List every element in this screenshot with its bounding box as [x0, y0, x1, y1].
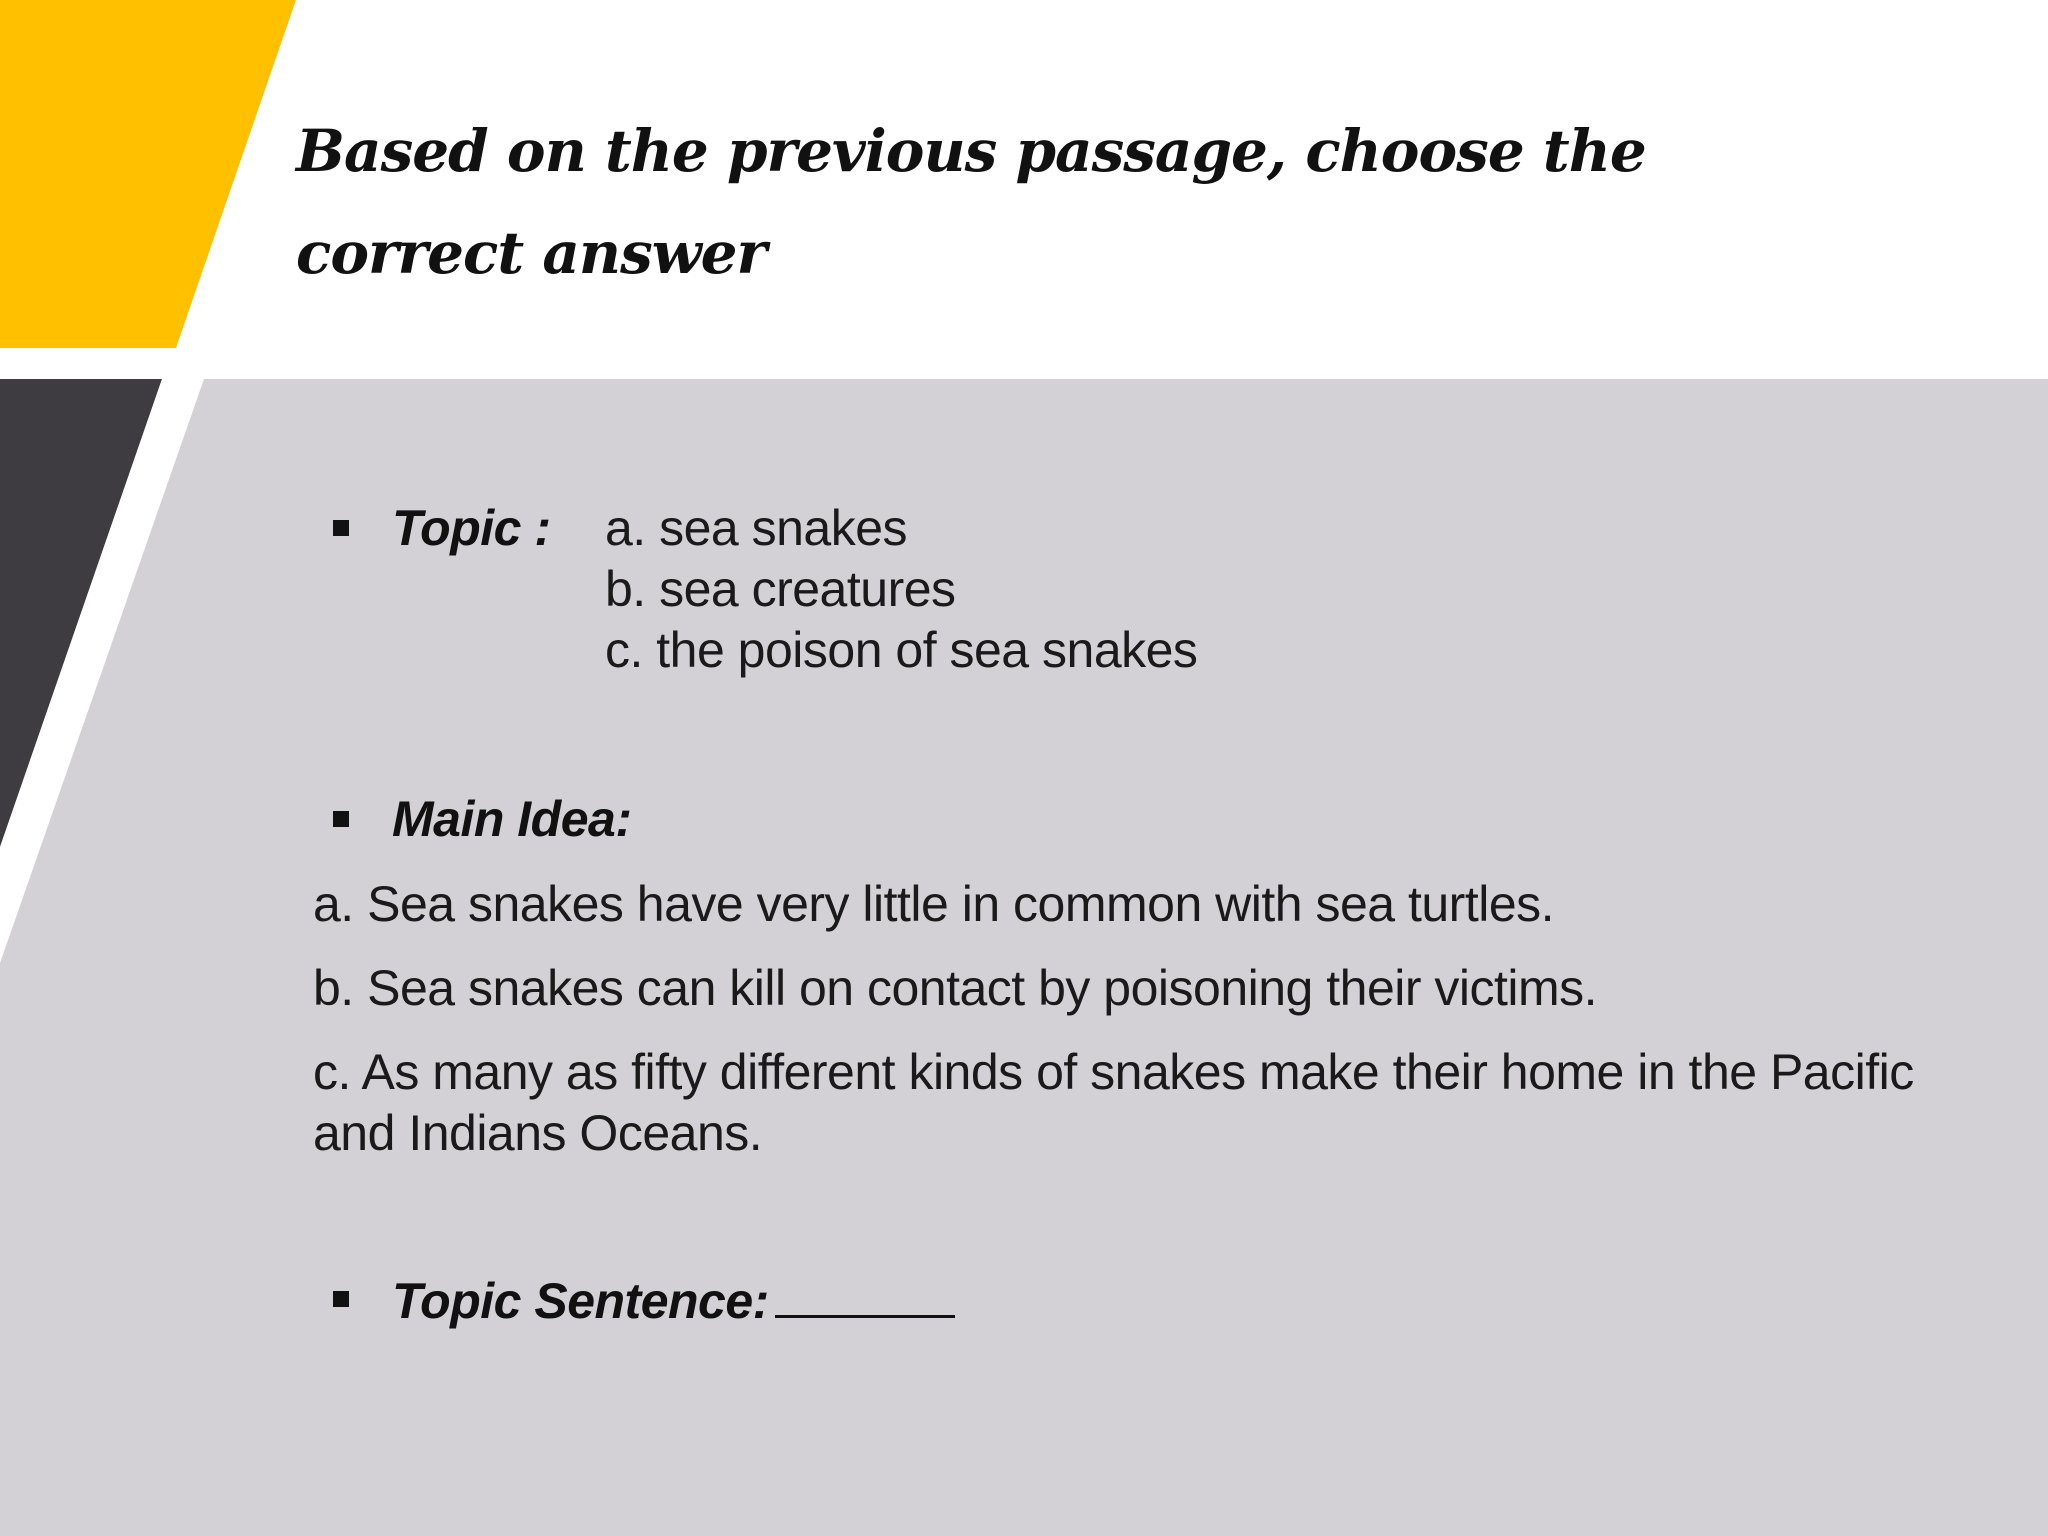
topic-option-b: b. sea creatures: [605, 561, 956, 617]
main-idea-option-a: a. Sea snakes have very little in common with sea turtles.: [313, 876, 1555, 932]
main-idea-option-c: c. As many as fifty different kinds of snakes make their home in the Pacific and Indians Oceans.: [313, 1044, 1914, 1161]
topic-sentence-bullet: [333, 1291, 349, 1307]
main-idea-label: Main Idea:: [392, 791, 632, 847]
main-idea-bullet: [333, 811, 349, 827]
topic-option-c: c. the poison of sea snakes: [605, 622, 1198, 678]
topic-label: Topic :: [392, 500, 551, 556]
topic-sentence-text: Topic Sentence:: [392, 1273, 769, 1329]
topic-bullet: [333, 520, 349, 536]
topic-sentence-label: [392, 1269, 955, 1332]
slide-title: Based on the previous passage, choose the correct answer: [296, 117, 1646, 287]
topic-option-a: a. sea snakes: [605, 500, 908, 556]
main-idea-option-b: b. Sea snakes can kill on contact by poisoning their victims.: [313, 960, 1598, 1016]
yellow-accent-shape: [0, 0, 296, 348]
answer-blank-line: [775, 1269, 955, 1318]
